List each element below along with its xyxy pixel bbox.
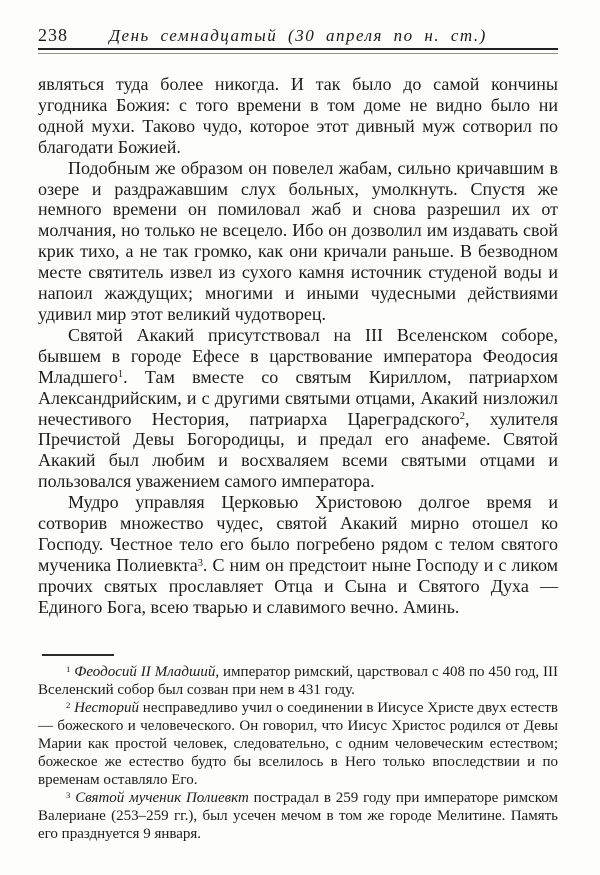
- footnote-reference: 2: [66, 699, 71, 710]
- footnote-separator-rule: [42, 654, 114, 656]
- header-rule-bottom: [38, 53, 558, 54]
- text-run: Подобным же образом он повелел жабам, сильно кричавшим в озере и раздражавшим слух больных, умолкнуть. Спустя же немного времени он помиловал жаб и снова разрешил их от молчания, но только не всецело. Ибо он дозволил им издавать свой крик тихо, а не так громко, как они кричали раньше. В безводном месте святитель извел из сухого камня источник студеной воды и напоил жаждущих; многими и иными чудесными действиями удивил мир этот великий чудотворец.: [38, 157, 558, 324]
- text-run: пострадал в 259 году при императоре римском Валериане (253–259 гг.), был усечен мечом в том же городе Мелитине. Память его празднуется 9 января.: [38, 790, 558, 842]
- body-paragraph: [38, 492, 558, 617]
- body-paragraph: [38, 325, 558, 492]
- italic-text: Несторий: [74, 700, 139, 716]
- body-paragraph: [38, 158, 558, 325]
- body-text: [38, 74, 558, 618]
- footnote-reference: 2: [459, 411, 465, 423]
- footnote-reference: 1: [66, 663, 71, 674]
- footnotes-section: [38, 654, 558, 843]
- text-run: являться туда более никогда. И так было до самой кончины угодника Божия: с того времени в том доме не видно было ни одной мухи. Таково чудо, которое этот дивный муж сотворил по благодати Божией.: [38, 74, 558, 157]
- italic-text: Святой мученик Полиевкт: [75, 790, 249, 806]
- footnote-reference: 3: [197, 557, 203, 569]
- footnote-reference: 3: [66, 789, 71, 800]
- running-title: День семнадцатый (30 апреля по н. ст.): [109, 26, 487, 45]
- text-run: , хулителя Пречистой Девы Богородицы, и предал его анафеме. Святой Акакий был любим и восхваляем всеми святыми отцами и пользовался уважением самого императора.: [38, 408, 558, 492]
- text-run: несправедливо учил о соединении в Иисусе Христе двух естеств — божеского и человеческого. Он говорил, что Иисус Христос родился от Девы Марии как простой человек, следовательно, с одним человеческим естеством; божеское же естество будто бы вселилось в Него только впоследствии и по временам оставляло Его.: [38, 700, 559, 788]
- footnote-list: [38, 663, 558, 843]
- text-run: . Там вместе со святым Кириллом, патриархом Александрийским, и с другими святыми отцами, Акакий низложил нечестивого Нестория, патриарха Цареградского: [38, 366, 558, 429]
- page-number: 238: [38, 25, 68, 45]
- italic-text: Феодосий II Младший: [74, 664, 216, 680]
- text-run: , император римский, царствовал с 408 по 450 год, III Вселенский собор был созван при нем в 431 году.: [38, 664, 558, 698]
- footnote: [38, 789, 558, 843]
- footnote: [38, 699, 558, 789]
- text-run: Святой Акакий присутствовал на III Вселенском соборе, бывшем в городе Ефесе в царствование императора Феодосия Младшего: [38, 324, 558, 387]
- body-paragraph: [38, 74, 558, 158]
- header-rule-top: [38, 48, 558, 50]
- footnote-reference: 1: [117, 369, 124, 381]
- footnote: [38, 663, 558, 699]
- text-run: . С ним он предстоит ныне Господу и с ликом прочих святых прославляет Отца и Сына и Святого Духа — Единого Бога, всею тварью и славимого вечно. Аминь.: [38, 554, 558, 617]
- page-header: [38, 24, 558, 46]
- text-run: Мудро управляя Церковью Христовою долгое время и сотворив множество чудес, святой Акакий мирно отошел ко Господу. Честное тело его было погребено рядом с телом святого мученика Полиевкта: [38, 492, 558, 575]
